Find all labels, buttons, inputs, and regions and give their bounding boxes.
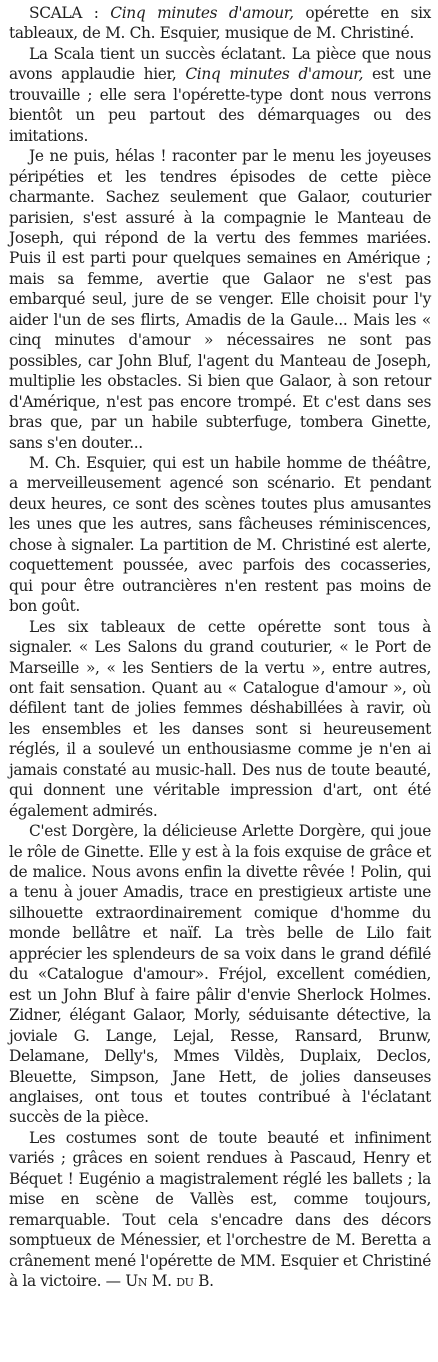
- theatre-name: SCALA :: [29, 4, 99, 22]
- paragraph-production: [9, 1128, 431, 1292]
- paragraph-plot: Je ne puis, hélas ! raconter par le menu les joyeuses péripéties et les tendres épisodes de cette pièce charmante. Sachez seulement que Galaor, couturier parisien, s'est assuré à la compagnie le Manteau de Joseph, qui répond de la vertu des femmes mariées. Puis il est parti pour quelques semaines en Amérique ; mais sa femme, avertie que Galaor ne s'est pas embarqué seul, jure de se venger. Elle choisit pour l'y aider l'un de ses flirts, Amadis de la Gaule... Mais les « cinq minutes d'amour » nécessaires ne sont pas possibles, car John Bluf, l'agent du Manteau de Joseph, multiplie les obstacles. Si bien que Galaor, à son retour d'Amérique, n'est pas encore trompé. Et c'est dans ses bras que, par un habile subterfuge, tombera Ginette, sans s'en douter...: [9, 147, 431, 452]
- paragraph-intro-title: Cinq minutes d'amour,: [185, 65, 364, 84]
- paragraph-author: M. Ch. Esquier, qui est un habile homme de théâtre, a merveilleusement agencé son scénario. Et pendant deux heures, ce sont des scènes toutes plus amusantes les unes que les autres, sans fâcheuses réminiscences, chose à signaler. La partition de M. Christiné est alerte, coquettement poussée, avec parfois des cocasseries, qui pour être outrancières n'en restent pas moins de bon goût.: [9, 453, 431, 616]
- paragraph-cast: C'est Dorgère, la délicieuse Arlette Dorgère, qui joue le rôle de Ginette. Elle y est à la fois exquise de grâce et de malice. Nous avons enfin la divette rêvée ! Polin, qui a tenu à jouer Amadis, trace en prestigieux artiste une silhouette extraordinairement comique d'homme du monde bellâtre et naïf. La très belle de Lilo fait apprécier les splendeurs de sa voix dans le grand défilé du «Catalogue d'amour». Fréjol, excellent comédien, est un John Bluf à faire pâlir d'envie Sherlock Holmes. Zidner, élégant Galaor, Morly, séduisante détective, la joviale G. Lange, Lejal, Resse, Ransard, Brunw, Delamane, Delly's, Mmes Vildès, Duplaix, Declos, Bleuette, Simpson, Jane Hett, de jolies danseuses anglaises, ont tous et toutes contribué à l'éclatant succès de la pièce.: [9, 822, 431, 1127]
- paragraph-tableaux: Les six tableaux de cette opérette sont tous à signaler. « Les Salons du grand couturier, « le Port de Marseille », « les Sentiers de la vertu », entre autres, ont fait sensation. Quant au « Catalogue d'amour », où défilent tant de jolies femmes déshabillées à ravir, où les ensembles et les danses sont si heureusement réglés, il a soulevé un enthousiasme comme je n'en ai jamais constaté au music-hall. Des nus de toute beauté, qui donnent une véritable impression d'art, ont été également admirés.: [9, 617, 431, 820]
- article-heading: [9, 3, 431, 44]
- paragraph-production-text: Les costumes sont de toute beauté et infiniment variés ; grâces en soient rendues à Pascaud, Henry et Béquet ! Eugénio a magistralement réglé les ballets ; la mise en scène de Vallès est, comme toujours, remarquable. Tout cela s'encadre dans des décors somptueux de Ménessier, et l'orchestre de M. Beretta a crânement mené l'opérette de MM. Esquier et Christiné à la victoire. —: [9, 1128, 431, 1291]
- paragraph-intro-text-end: est une trouvaille ; elle sera l'opérette-type dont nous verrons bientôt un peu partout des démarquages ou des imitations.: [9, 65, 431, 145]
- signature: Un M. du B.: [125, 1272, 214, 1291]
- paragraph-intro: [9, 44, 431, 146]
- paragraph-intro-text: La Scala tient un succès éclatant. La pièce que nous avons applaudie hier,: [9, 44, 431, 84]
- play-title: Cinq minutes d'amour,: [110, 4, 294, 22]
- heading-credits: opérette en six tableaux, de M. Ch. Esquier, musique de M. Christiné.: [9, 4, 431, 43]
